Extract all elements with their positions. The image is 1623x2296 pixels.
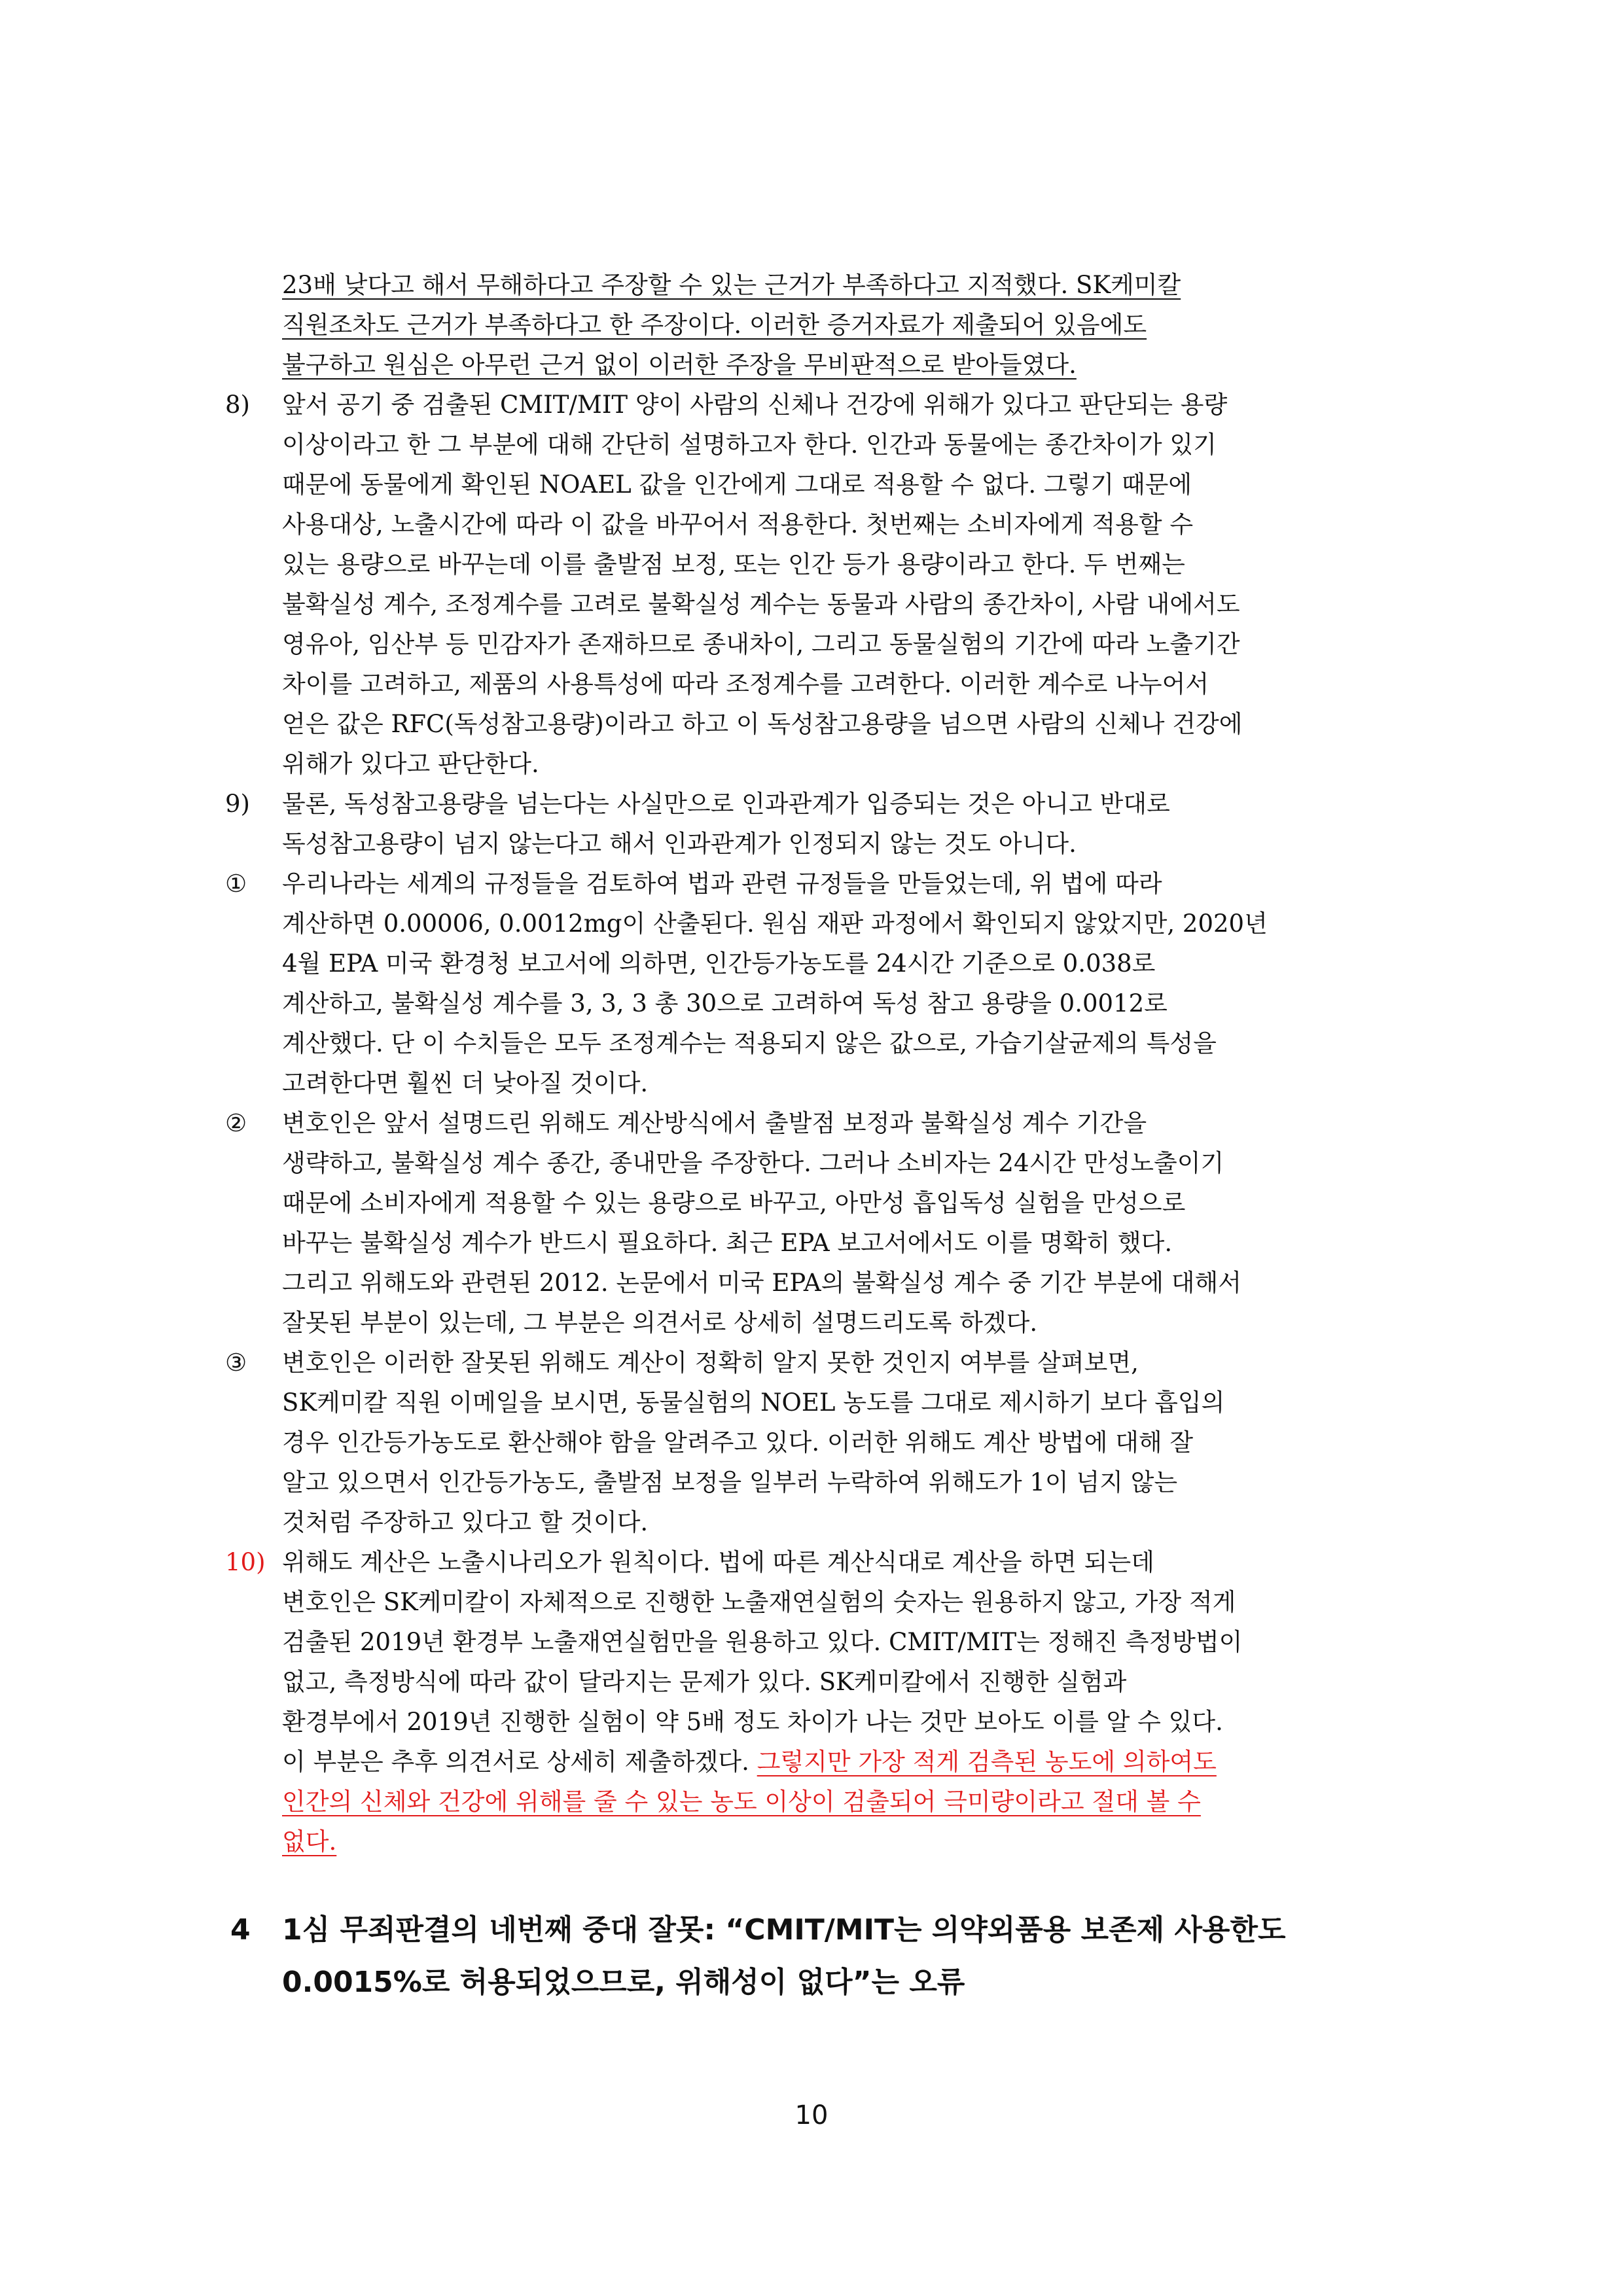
section-heading-line-1: 1심 무죄판결의 네번째 중대 잘못: “CMIT/MIT는 의약외품용 보존제 사용한도 [282,1913,1286,1947]
item-10-red-line-1: 인간의 신체와 건강에 위해를 줄 수 있는 농도 이상이 검출되어 극미량이라고 절대 볼 수 [282,1788,1201,1816]
item-8-number: 8) [225,391,250,419]
continued-line-1: 23배 낮다고 해서 무해하다고 주장할 수 있는 근거가 부족하다고 지적했다. SK케미칼 [282,271,1181,299]
item-10-line-5: 환경부에서 2019년 진행한 실험이 약 5배 정도 차이가 나는 것만 보아도 이를 알 수 있다. [282,1708,1223,1736]
sub-1-line-3: 4월 EPA 미국 환경청 보고서에 의하면, 인간등가농도를 24시간 기준으로 0.038로 [282,949,1156,978]
item-8-line-9: 얻은 값은 RFC(독성참고용량)이라고 하고 이 독성참고용량을 넘으면 사람의 신체나 건강에 [282,710,1243,738]
sub-2-line-3: 때문에 소비자에게 적용할 수 있는 용량으로 바꾸고, 아만성 흡입독성 실험을 만성으로 [282,1189,1186,1217]
item-8-line-6: 불확실성 계수, 조정계수를 고려로 불확실성 계수는 동물과 사람의 종간차이, 사람 내에서도 [282,590,1240,618]
sub-3-number: ③ [225,1349,247,1377]
sub-1-line-2: 계산하면 0.00006, 0.0012mg이 산출된다. 원심 재판 과정에서 확인되지 않았지만, 2020년 [282,910,1268,938]
continued-line-3: 불구하고 원심은 아무런 근거 없이 이러한 주장을 무비판적으로 받아들였다. [282,351,1077,379]
sub-2-line-4: 바꾸는 불확실성 계수가 반드시 필요하다. 최근 EPA 보고서에서도 이를 명확히 했다. [282,1229,1173,1257]
item-10-number: 10) [225,1548,266,1576]
sub-3-line-5: 것처럼 주장하고 있다고 할 것이다. [282,1508,649,1536]
item-10-line-3: 검출된 2019년 환경부 노출재연실험만을 원용하고 있다. CMIT/MIT는 정해진 측정방법이 [282,1628,1243,1656]
item-10-line-1: 위해도 계산은 노출시나리오가 원칙이다. 법에 따른 계산식대로 계산을 하면 되는데 [282,1548,1154,1576]
sub-2-line-1: 변호인은 앞서 설명드린 위해도 계산방식에서 출발점 보정과 불확실성 계수 기간을 [282,1109,1147,1137]
item-8-line-8: 차이를 고려하고, 제품의 사용특성에 따라 조정계수를 고려한다. 이러한 계수로 나누어서 [282,670,1209,698]
sub-2-line-2: 생략하고, 불확실성 계수 종간, 종내만을 주장한다. 그러나 소비자는 24시간 만성노출이기 [282,1149,1224,1177]
item-10-line-4: 없고, 측정방식에 따라 값이 달라지는 문제가 있다. SK케미칼에서 진행한 실험과 [282,1668,1127,1696]
sub-2-number: ② [225,1109,247,1137]
item-10-red-line-2: 없다. [282,1828,337,1856]
item-8-line-3: 때문에 동물에게 확인된 NOAEL 값을 인간에게 그대로 적용할 수 없다. 그렇기 때문에 [282,470,1192,499]
item-9-number: 9) [225,790,250,818]
item-10-line-6 [282,1745,1382,1782]
sub-1-line-1: 우리나라는 세계의 규정들을 검토하여 법과 관련 규정들을 만들었는데, 위 법에 따라 [282,870,1162,898]
sub-3-line-4: 알고 있으면서 인간등가농도, 출발점 보정을 일부러 누락하여 위해도가 1이 넘지 않는 [282,1468,1178,1496]
item-8-line-2: 이상이라고 한 그 부분에 대해 간단히 설명하고자 한다. 인간과 동물에는 종간차이가 있기 [282,431,1217,459]
item-8-line-4: 사용대상, 노출시간에 따라 이 값을 바꾸어서 적용한다. 첫번째는 소비자에게 적용할 수 [282,510,1194,539]
item-8-line-7: 영유아, 임산부 등 민감자가 존재하므로 종내차이, 그리고 동물실험의 기간에 따라 노출기간 [282,630,1240,658]
sub-3-line-3: 경우 인간등가농도로 환산해야 함을 알려주고 있다. 이러한 위해도 계산 방법에 대해 잘 [282,1428,1194,1457]
section-heading-line-2: 0.0015%로 허용되었으므로, 위해성이 없다”는 오류 [282,1966,965,1999]
sub-1-line-6: 고려한다면 훨씬 더 낮아질 것이다. [282,1069,649,1097]
sub-1-number: ① [225,870,247,898]
item-8-line-1: 앞서 공기 중 검출된 CMIT/MIT 양이 사람의 신체나 건강에 위해가 있다고 판단되는 용량 [282,391,1228,419]
section-heading-number: 4 [230,1913,251,1947]
sub-1-line-4: 계산하고, 불확실성 계수를 3, 3, 3 총 30으로 고려하여 독성 참고 용량을 0.0012로 [282,989,1168,1017]
sub-3-line-2: SK케미칼 직원 이메일을 보시면, 동물실험의 NOEL 농도를 그대로 제시하기 보다 흡입의 [282,1388,1225,1417]
item-8-line-5: 있는 용량으로 바꾸는데 이를 출발점 보정, 또는 인간 등가 용량이라고 한다. 두 번째는 [282,550,1185,578]
page-number: 10 [794,2100,829,2130]
continued-line-2: 직원조차도 근거가 부족하다고 한 주장이다. 이러한 증거자료가 제출되어 있음에도 [282,311,1147,339]
item-8-line-10: 위해가 있다고 판단한다. [282,750,539,778]
item-9-line-2: 독성참고용량이 넘지 않는다고 해서 인과관계가 인정되지 않는 것도 아니다. [282,830,1077,858]
sub-2-line-6: 잘못된 부분이 있는데, 그 부분은 의견서로 상세히 설명드리도록 하겠다. [282,1309,1038,1337]
sub-3-line-1: 변호인은 이러한 잘못된 위해도 계산이 정확히 알지 못한 것인지 여부를 살펴보면, [282,1349,1139,1377]
item-10-mixed-plain-text: 이 부분은 추후 의견서로 상세히 제출하겠다. [282,1748,757,1776]
item-9-line-1: 물론, 독성참고용량을 넘는다는 사실만으로 인과관계가 입증되는 것은 아니고 반대로 [282,790,1170,818]
item-10-red-highlight: 그렇지만 가장 적게 검측된 농도에 의하여도 [757,1748,1217,1776]
sub-1-line-5: 계산했다. 단 이 수치들은 모두 조정계수는 적용되지 않은 값으로, 가습기살균제의 특성을 [282,1029,1217,1057]
item-10-line-2: 변호인은 SK케미칼이 자체적으로 진행한 노출재연실험의 숫자는 원용하지 않고, 가장 적게 [282,1588,1236,1616]
sub-2-line-5: 그리고 위해도와 관련된 2012. 논문에서 미국 EPA의 불확실성 계수 중 기간 부분에 대해서 [282,1269,1242,1297]
